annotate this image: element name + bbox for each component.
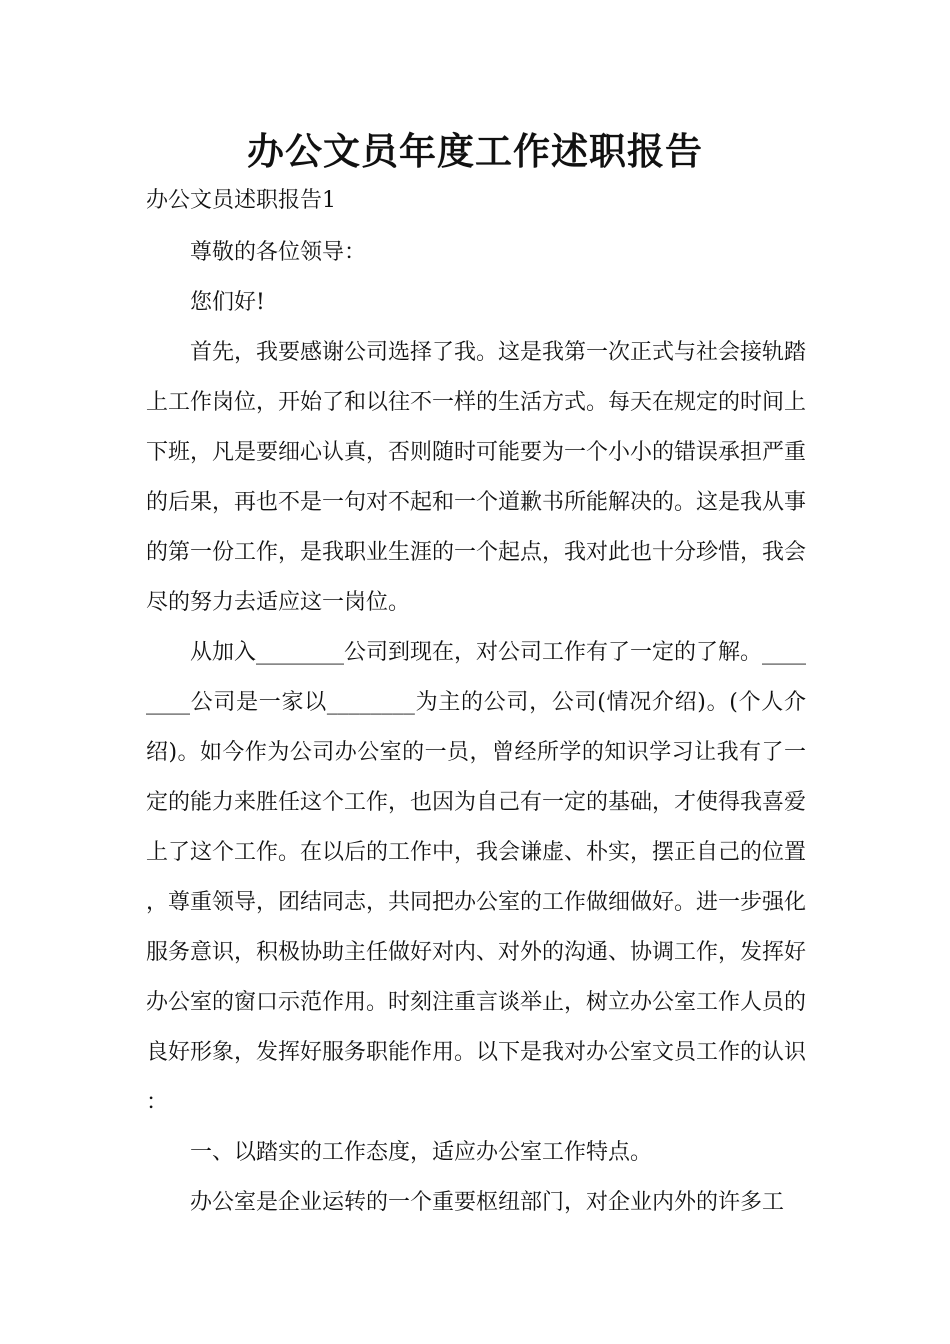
greeting: 您们好!	[190, 290, 265, 315]
document-subtitle: 办公文员述职报告1	[146, 188, 336, 213]
section-heading: 一、以踏实的工作态度，适应办公室工作特点。	[190, 1140, 653, 1165]
document-body	[146, 228, 806, 1228]
body-paragraph: 办公室是企业运转的一个重要枢纽部门，对企业内外的许多工	[190, 1190, 785, 1215]
salutation: 尊敬的各位领导：	[190, 240, 367, 265]
document-title: 办公文员年度工作述职报告	[247, 130, 703, 173]
body-paragraph: 首先，我要感谢公司选择了我。这是我第一次正式与社会接轨踏上工作岗位，开始了和以往不一样的生活方式。每天在规定的时间上下班，凡是要细心认真，否则随时可能要为一个小小的错误承担严重的后果，再也不是一句对不起和一个道歉书所能解决的。这是我从事的第一份工作，是我职业生涯的一个起点，我对此也十分珍惜，我会尽的努力去适应这一岗位。	[146, 340, 807, 615]
body-paragraph: 从加入________公司到现在，对公司工作有了一定的了解。________公司是一家以________为主的公司，公司(情况介绍)。(个人介绍)。如今作为公司办公室的一员，曾经所学的知识学习让我有了一定的能力来胜任这个工作，也因为自己有一定的基础，才使得我喜爱上了这个工作。在以后的工作中，我会谦虚、朴实，摆正自己的位置，尊重领导，团结同志，共同把办公室的工作做细做好。进一步强化服务意识，积极协助主任做好对内、对外的沟通、协调工作，发挥好办公室的窗口示范作用。时刻注重言谈举止，树立办公室工作人员的良好形象，发挥好服务职能作用。以下是我对办公室文员工作的认识：	[146, 640, 807, 1115]
